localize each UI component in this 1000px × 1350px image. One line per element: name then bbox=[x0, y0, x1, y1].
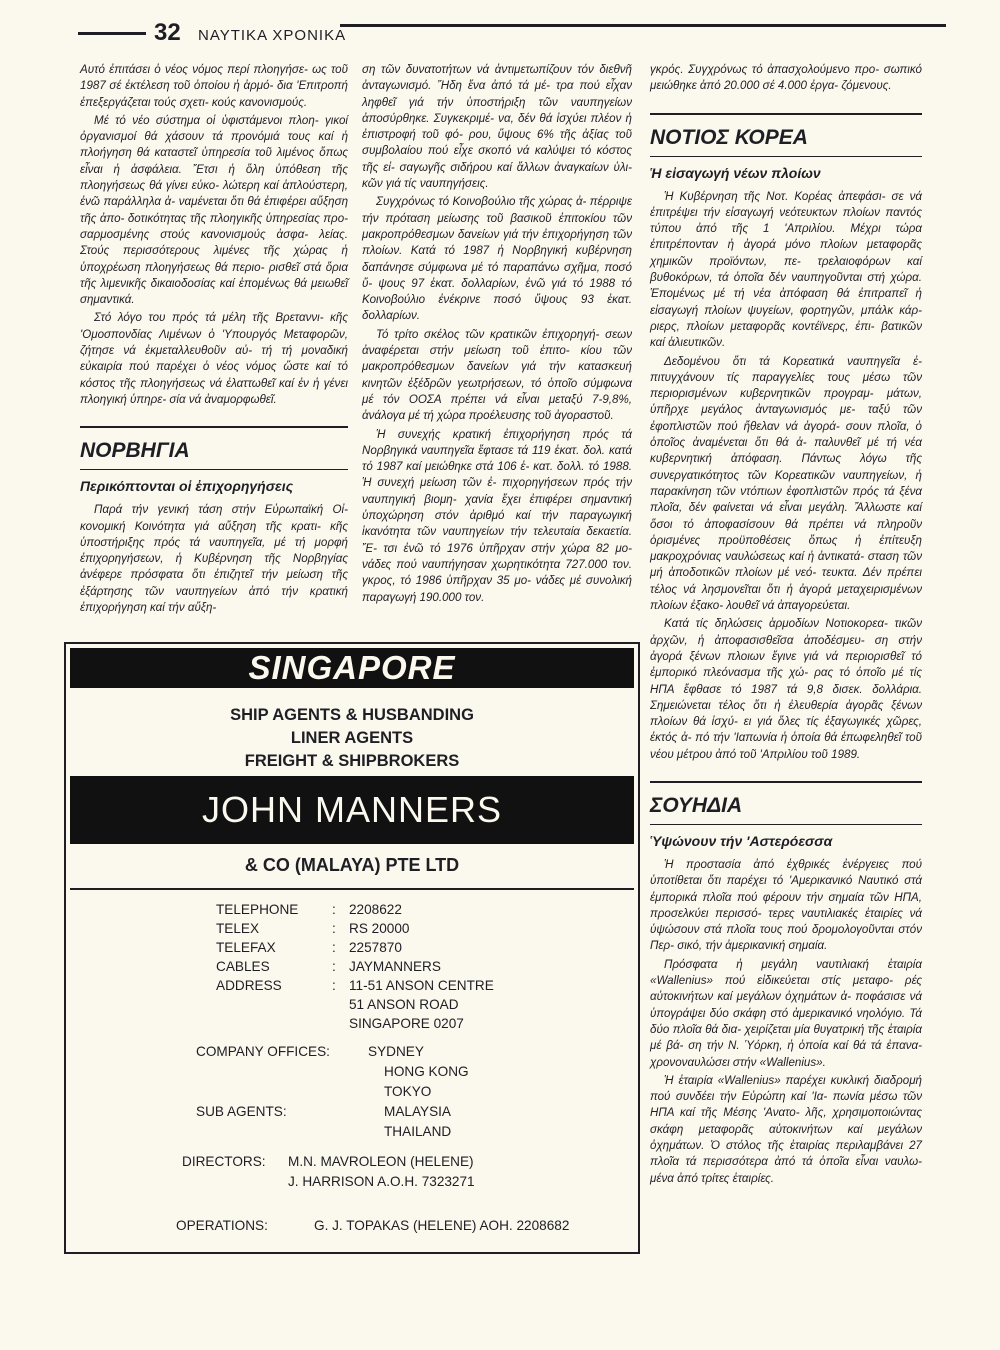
subheading: Ἡ εἰσαγωγή νέων πλοίων bbox=[650, 164, 821, 181]
magazine-title: ΝΑΥΤΙΚΑ ΧΡΟΝΙΚΑ bbox=[198, 27, 347, 44]
telefax-label: TELEFAX bbox=[216, 940, 276, 955]
office-city: SYDNEY bbox=[368, 1044, 424, 1059]
colon: : bbox=[332, 940, 336, 955]
subheading: Περικόπτονται οἱ ἐπιχορηγήσεις bbox=[80, 478, 294, 495]
page-number: 32 bbox=[154, 19, 181, 46]
colon: : bbox=[332, 959, 336, 974]
ad-banner-singapore: SINGAPORE bbox=[70, 648, 634, 688]
paragraph: Παρά τήν γενική τάση στήν Εὐρωπαϊκή Οἰ- κονομική Κοινότητα γιά αὔξηση τῆς κρατι- κῆς ὑποστήριξης πρός τά ναυπηγεῖα, μέ τή μορφή ἐπιχορηγήσεων, ἡ Κυβέρνηση τῆς Νορβηγίας ἀνέφερε πρόσφατα ὅτι ἐπιζητεῖ τήν μείωση τῆς ἐξάρτησης τῶν ναυπηγείων ἀπό τήν κρατική ἐπιχορήγηση καί τήν αὔξη- bbox=[80, 503, 348, 615]
telex-label: TELEX bbox=[216, 921, 260, 936]
address-label: ADDRESS bbox=[216, 978, 282, 993]
operations-label: OPERATIONS: bbox=[176, 1218, 268, 1233]
paragraph: Ἡ προστασία ἀπό ἐχθρικές ἐνέργειες πού ὑποτίθεται ὅτι παρέχει τό 'Αμερικανικό Ναυτικό στά ἐμπορικά πλοῖα πού φέρουν τήν σημαία τῶν ΗΠΑ, προσελκύει περισσό- τερες ναυτιλιακές ἑταιρίες νά ὑψώσουν στά πλοῖα τους πού δρομολογοῦνται στόν Περ- σικό, τήν ἀμερικανική σημαία. bbox=[650, 857, 922, 953]
page-header bbox=[78, 18, 946, 50]
ad-services bbox=[66, 704, 638, 773]
paragraph: Τό τρίτο σκέλος τῶν κρατικῶν ἐπιχορηγή- σεων ἀναφέρεται στήν μείωση τοῦ ἐπιτο- κίου τῶν μακροπρόθεσμων δανείων γιά τήν κατασκευή κινητῶν ἐξέδρῶν γεωτρήσεων, τό ὁποῖο σύμφωνα μέ τόν ΟΟΣΑ πρέπει νά εἶναι μεταξύ 7-9,8%, ἀνάλογα μέ τή χώρα προέλευσης τοῦ ἀγοραστοῦ. bbox=[362, 327, 632, 423]
column-3 bbox=[650, 62, 922, 1189]
ad-service-line: LINER AGENTS bbox=[290, 729, 414, 747]
subheading: Ὑψώνουν τήν 'Αστερόεσσα bbox=[650, 832, 833, 849]
paragraph: Ἡ Κυβέρνηση τῆς Νοτ. Κορέας ἀπεφάσι- σε νά ἐπιτρέψει τήν εἰσαγωγή νεότευκτων πλοίων παντός τύπου ἀπό τῆς 1 'Απριλίου. Μέχρι τώρα ἐπιτρέπονταν ἡ ἀγορά μόνο πλοίων μεταφορᾶς χημικῶν προϊόντων, πε- τρελαιοφόρων καί βυθοκόρων, τά ὁποῖα δέν ναυπηγοῦνται στή χώρα. Ἑπομένως μέ τή νέα ἀπόφαση θά ἐπιτραπεῖ ἡ εἰσαγωγή πλοίων ψυγείων, φορτηγῶν, μπάλκ κάρ- ριερς, πλοίων μεταφορᾶς κοντέϊνερς, ἐπι- βατικῶν καί ἁλιευτικῶν. bbox=[650, 189, 922, 350]
ad-divider bbox=[70, 888, 634, 890]
directors-label: DIRECTORS: bbox=[182, 1154, 266, 1169]
section-heading-sweden: ΣΟΥΗΔΙΑ bbox=[650, 781, 922, 823]
cables-label: CABLES bbox=[216, 959, 270, 974]
paragraph: Στό λόγο του πρός τά μέλη τῆς Βρεταννι- κῆς 'Ομοσπονδίας Λιμένων ὁ 'Υπουργός Μεταφορῶν, ζήτησε νά ἐκμεταλλευθοῦν αὐ- τή τή μοναδική εὐκαιρία πού παρέχει ὁ νέος νόμος ὥστε καί τό κόστος τῆς πλοηγήσεως νά ἐλαττωθεῖ καί ἐν ἡ γένει πλοηγική ὑπηρε- σία νά ἀναμορφωθεῖ. bbox=[80, 311, 348, 406]
sub-agent-country: THAILAND bbox=[384, 1124, 452, 1139]
sub-agent-country: MALAYSIA bbox=[384, 1104, 451, 1119]
advertisement-john-manners bbox=[64, 642, 640, 1254]
address-line: 51 ANSON ROAD bbox=[349, 997, 459, 1012]
ad-service-line: SHIP AGENTS & HUSBANDING bbox=[230, 706, 474, 724]
section-heading-south-korea: ΝΟΤΙΟΣ ΚΟΡΕΑ bbox=[650, 113, 922, 155]
operations-value: G. J. TOPAKAS (HELENE) AOH. 2208682 bbox=[314, 1218, 570, 1233]
office-city: HONG KONG bbox=[384, 1064, 469, 1079]
column-2 bbox=[362, 62, 632, 608]
paragraph: Μέ τό νέο σύστημα οἱ ὑφιστάμενοι πλοη- γικοί ὀργανισμοί θά χάσουν τά προνόμιά τους καί ἡ πλοήγηση θά καταστεῖ ὑπηρεσία τοῦ λιμένος ὅπως εἶναι ἡ ἀσφάλεια. Ἔτσι ἡ ὅλη ὑπόθεση τῆς πλοηγήσεως θά γίνει εὐκο- λώτερη καί ἁπλούστερη, ἐνῶ παράλληλα ἀ- ναμένεται ὅτι θά ἐπιφέρει αὔξηση τῆς ἀπο- δοτικότητας τῆς πλοηγικῆς ὑπηρεσίας προ- σαρμοσμένης στούς κανονισμούς ἀσφα- λείας. Στούς περισσότερους λιμένες τῆς χώρας ἡ ὑποχρέωση πλοηγήσεως θά περιο- ρισθεῖ στά ὅρια τῆς λιμενικῆς δικαιοδοσίας καί ἑπομένως θά μειωθεῖ σημαντικά. bbox=[80, 113, 348, 307]
paragraph: ση τῶν δυνατοτήτων νά ἀντιμετωπίζουν τόν διεθνῆ ἀνταγωνισμό. Ἤδη ἕνα ἀπό τά μέ- τρα πού εἶχαν ληφθεῖ γιά τήν ὑποστήριξη τῶν ναυπηγείων ἀποσύρθηκε. Συγκεκριμέ- να, δέν θά ἰσχύει πλέον ἡ ἐπιστροφή τοῦ φό- ρου, ὕψους 6% τῆς ἀξίας τοῦ συμβολαίου πού εἶχε σκοπό νά καλύψει τό κόστος τῆς εἰ- σαγωγῆς σιδήρου καί ἄλλων ἀναγκαίων ὑλι- κῶν γιά τίς ναυπηγήσεις. bbox=[362, 63, 632, 191]
ad-firm-suffix: & CO (MALAYA) PTE LTD bbox=[244, 855, 460, 875]
paragraph: Συγχρόνως τό Κοινοβούλιο τῆς χώρας ἀ- πέρριψε τήν πρόταση μείωσης τοῦ βασικοῦ ἐπιτοκίου τῶν μακροπρόθεσμων δανείων γιά τήν ἐπιχορήγηση τῶν πλοίων. Κατά τό 1987 ἡ Νορβηγική κυβέρνηση δαπάνησε σύμφωνα μέ τό παραπάνω σχῆμα, ποσό ὕ- ψους 97 ἑκατ. δολλαρίων, ἐνῶ γιά τό 1988 τό Κοινοβούλιο ἐνέκρινε ποσό ὕψους 93 ἑκατ. δολλαρίων. bbox=[362, 195, 632, 323]
paragraph: Ἡ ἑταιρία «Wallenius» παρέχει κυκλική διαδρομή πού συνδέει τήν Εὐρώπη καί 'Ια- πωνία μέσω τῶν ΗΠΑ καί τῆς Μέσης 'Ανατο- λῆς, χρησιμοποιώντας σκάφη μεταφορᾶς αὐτοκινήτων καί μεγάλων ὀχημάτων. Ὁ στόλος τῆς ἑταιρίας περιλαμβάνει 27 πλοῖα τά περισσότερα ἀπό τά ὁποῖα εἶναι ναυλω- μένα ἀπό τρίτες ἑταιρίες. bbox=[650, 1073, 922, 1185]
column-1 bbox=[80, 62, 348, 618]
colon: : bbox=[332, 921, 336, 936]
office-city: TOKYO bbox=[384, 1084, 432, 1099]
director-name: M.N. MAVROLEON (HELENE) bbox=[288, 1154, 474, 1169]
telephone-label: TELEPHONE bbox=[216, 902, 299, 917]
header-rule-left bbox=[78, 32, 146, 35]
ad-firm-name: JOHN MANNERS bbox=[70, 776, 634, 844]
paragraph: γκρός. Συγχρόνως τό ἀπασχολούμενο προ- σωπικό μειώθηκε ἀπό 20.000 σέ 4.000 ἐργα- ζόμενους. bbox=[650, 63, 922, 93]
address-line: SINGAPORE 0207 bbox=[349, 1016, 464, 1031]
paragraph: Πρόσφατα ἡ μεγάλη ναυτιλιακή ἑταιρία «Wallenius» πού εἰδικεύεται στίς μεταφο- ρές αὐτοκινήτων καί μεγάλων ὀχημάτων ἀ- ποφάσισε νά ὑπογράψει δύο σκάφη στό ἀμερικανικό νηολόγιο. Τά δύο πλοῖα θά δια- χειρίζεται μία θυγατρική τῆς ἑταιρία μέ βά- ση τήν Ν. Ὑόρκη, ἡ ὁποία καί θά τά ἐπανα- χρονοναυλώσει στήν «Wallenius». bbox=[650, 957, 922, 1069]
director-name: J. HARRISON A.O.H. 7323271 bbox=[288, 1174, 475, 1189]
telephone-value: 2208622 bbox=[349, 902, 402, 917]
cables-value: JAYMANNERS bbox=[349, 959, 441, 974]
sub-agents-label: SUB AGENTS: bbox=[196, 1104, 287, 1119]
telefax-value: 2257870 bbox=[349, 940, 402, 955]
paragraph: Δεδομένου ὅτι τά Κορεατικά ναυπηγεῖα ἐ- πιτυγχάνουν τίς παραγγελίες τους μέσω τῶν περιορισμένων κυβερνητικῶν προγραμ- μάτων, ὑπῆρχε μεγάλος ἀνταγωνισμός με- ταξύ τῶν ἐφοπλιστῶν πού ἤθελαν νά ἀγορά- σουν πλοῖα, ὁ ὁποῖος ἀναμένεται ὅτι θά ἀ- παλυνθεῖ μέ τή νέα κυβερνητική ἀπόφαση. Πάντως λόγω τῆς συνεργατικότητος τῶν Κορεατικῶν ναυπηγείων, ἡ παρακίνηση τῶν ντόπιων ἐφοπλιστῶν πρός τά ξένα πλοῖα, δέν φαίνεται νά εἶναι μεγάλη. Ἄλλωστε καί ὅσοι τό ἀποφασίσουν θά πρέπει νά πληροῦν ὁρισμένες προϋποθέσεις ὅπως ἡ ἐπίτευξη μακροχρόνιας ναυλώσεως καί ἡ ἀντικατά- σταση τῶν μή ἀποδοτικῶν πλοίων μέ νεό- τευκτα. Δέν πρέπει τέλος νά λησμονεῖται ὅτι ἡ ἀγορά μεταχειρισμένων πλοίων ἐξακο- λουθεῖ νά ἀπαγορεύεται. bbox=[650, 354, 922, 613]
colon: : bbox=[332, 902, 336, 917]
section-heading-norway: ΝΟΡΒΗΓΙΑ bbox=[80, 426, 348, 468]
company-offices-label: COMPANY OFFICES: bbox=[196, 1044, 330, 1059]
header-rule-right bbox=[340, 24, 946, 27]
telex-value: RS 20000 bbox=[349, 921, 410, 936]
paragraph: Κατά τίς δηλώσεις ἁρμοδίων Νοτιοκορεα- τικῶν ἀρχῶν, ἡ ἀποφασισθεῖσα ἀποδέσμευ- ση στήν ἀγορά ξένων πλοιων ἔγινε γιά νά περιορισθεῖ τό ἐμπορικό πλεόνασμα τῆς χώ- ρας τό ὁποῖο μέ τίς ΗΠΑ ἔφθασε τό 1987 τά 9,8 δισεκ. δολλάρια. Σημειώνεται τέλος ὅτι ἡ ἐλευθερία ἀγορᾶς ξένων πλοίων θά ἰσχύ- ει γιά ὅλες τίς ἐξαγωγικές χῶρες, ἐκτός ἀ- πό τήν 'Ιαπωνία ἡ ὁποία θά ἐπωφεληθεῖ τοῦ νέου μέτρου ἀπό τοῦ 'Απριλίου τοῦ 1989. bbox=[650, 617, 922, 761]
colon: : bbox=[332, 978, 336, 993]
paragraph: Ἡ συνεχής κρατική ἐπιχορήγηση πρός τά Νορβηγικά ναυπηγεῖα ἔφτασε τά 119 ἑκατ. δολ. κατά τό 1987 καί μειώθηκε στά 106 ἑ- κατ. δολλ. τό 1988. Ἡ συνεχή μείωση τῶν ἐ- πιχορηγήσεων πρός τήν ναυπηγική βιομη- χανία ἔχει ἐπιφέρει σημαντική ὑποχώρηση στόν ἀριθμό καί τήν παραγωγική ἱκανότητα τῶν ναυπηγείων τήν τελευταία δεκαετία. Ἔ- τσι ἐνῶ τό 1976 ὑπῆρχαν στήν χώρα 82 μο- νάδες πού ναυπήγησαν χωρητικότητα 727.000 τον. γκρος, τό 1986 ὑπῆρχαν 35 μο- νάδες μέ συνολική παραγωγή 190.000 τον. bbox=[362, 427, 632, 604]
paragraph: Αυτό ἐπιτάσει ὁ νέος νόμος περί πλοηγήσε- ως τοῦ 1987 σέ ἐκτέλεση τοῦ ὁποίου ἡ ἁρμό- δια 'Επιτροπή ἐπεξεργάζεται τούς σχετι- κούς κανονισμούς. bbox=[80, 63, 348, 109]
ad-service-line: FREIGHT & SHIPBROKERS bbox=[244, 752, 460, 770]
address-line: 11-51 ANSON CENTRE bbox=[349, 978, 494, 993]
